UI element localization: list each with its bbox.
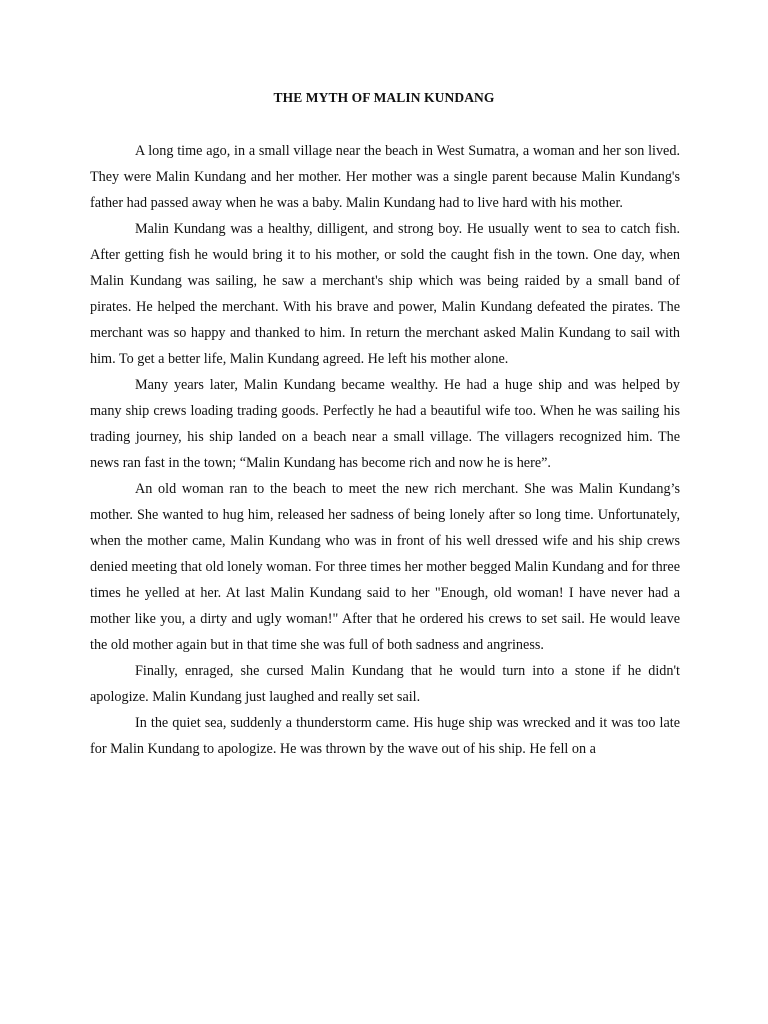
paragraph: Malin Kundang was a healthy, dilligent, and strong boy. He usually went to sea to catch fish. After getting fish he would bring it to his mother, or sold the caught fish in the town. One day, when Malin Kundang was sailing, he saw a merchant's ship which was being raided by a small band of pirates. He helped the merchant. With his brave and power, Malin Kundang defeated the pirates. The merchant was so happy and thanked to him. In return the merchant asked Malin Kundang to sail with him. To get a better life, Malin Kundang agreed. He left his mother alone. [90, 221, 680, 367]
paragraph: Finally, enraged, she cursed Malin Kundang that he would turn into a stone if he didn't apologize. Malin Kundang just laughed and really set sail. [90, 663, 680, 705]
paragraph: An old woman ran to the beach to meet the new rich merchant. She was Malin Kundang’s mother. She wanted to hug him, released her sadness of being lonely after so long time. Unfortunately, when the mother came, Malin Kundang who was in front of his well dressed wife and his ship crews denied meeting that old lonely woman. For three times her mother begged Malin Kundang and for three times he yelled at her. At last Malin Kundang said to her "Enough, old woman! I have never had a mother like you, a dirty and ugly woman!" After that he ordered his crews to set sail. He would leave the old mother again but in that time she was full of both sadness and angriness. [90, 481, 680, 653]
paragraph: In the quiet sea, suddenly a thunderstorm came. His huge ship was wrecked and it was too late for Malin Kundang to apologize. He was thrown by the wave out of his ship. He fell on a [90, 715, 680, 757]
paragraph: Many years later, Malin Kundang became wealthy. He had a huge ship and was helped by many ship crews loading trading goods. Perfectly he had a beautiful wife too. When he was sailing his trading journey, his ship landed on a beach near a small village. The villagers recognized him. The news ran fast in the town; “Malin Kundang has become rich and now he is here”. [90, 377, 680, 471]
document-body [90, 138, 680, 762]
document-title: THE MYTH OF MALIN KUNDANG [273, 90, 495, 105]
paragraph: A long time ago, in a small village near the beach in West Sumatra, a woman and her son lived. They were Malin Kundang and her mother. Her mother was a single parent because Malin Kundang's father had passed away when he was a baby. Malin Kundang had to live hard with his mother. [90, 143, 680, 211]
